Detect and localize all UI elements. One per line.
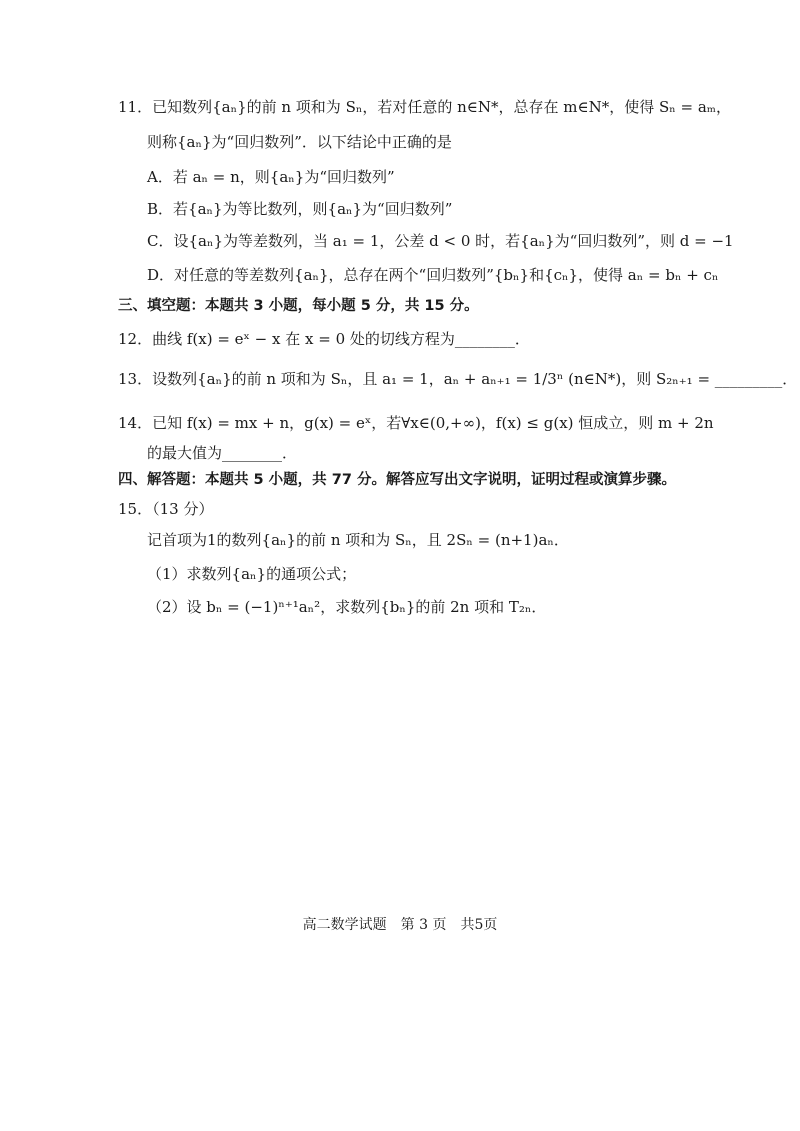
page-footer: 高二数学试题 第 3 页 共5页 [302, 917, 498, 933]
question-11-option-c: C．设{aₙ}为等差数列，当 a₁ = 1，公差 d < 0 时，若{aₙ}为“回归数列”，则 d = −1 [147, 232, 734, 250]
section-4-heading: 四、解答题：本题共 5 小题，共 77 分。解答应写出文字说明，证明过程或演算步骤。 [118, 472, 676, 488]
question-15-part-1: （1）求数列{aₙ}的通项公式； [147, 565, 357, 583]
question-14-line-2: 的最大值为________． [147, 444, 298, 462]
question-15-part-2: （2）设 bₙ = (−1)ⁿ⁺¹aₙ²，求数列{bₙ}的前 2n 项和 T₂ₙ． [147, 598, 547, 616]
question-11-option-b: B．若{aₙ}为等比数列，则{aₙ}为“回归数列” [147, 200, 453, 218]
question-11-line-1: 11．已知数列{aₙ}的前 n 项和为 Sₙ，若对任意的 n∈N*，总存在 m∈N*，使得 Sₙ = aₘ， [118, 98, 731, 116]
section-3-heading: 三、填空题：本题共 3 小题，每小题 5 分，共 15 分。 [118, 298, 479, 314]
question-15-header: 15．（13 分） [118, 500, 214, 518]
question-14-line-1: 14．已知 f(x) = mx + n，g(x) = eˣ，若∀x∈(0,+∞)，f(x) ≤ g(x) 恒成立，则 m + 2n [118, 414, 714, 432]
question-13: 13．设数列{aₙ}的前 n 项和为 Sₙ，且 a₁ = 1，aₙ + aₙ₊₁ = 1/3ⁿ (n∈N*)，则 S₂ₙ₊₁ = _________． [118, 370, 798, 388]
question-11-option-a: A．若 aₙ = n，则{aₙ}为“回归数列” [147, 168, 395, 186]
question-15-stem: 记首项为1的数列{aₙ}的前 n 项和为 Sₙ，且 2Sₙ = (n+1)aₙ． [147, 531, 569, 549]
question-11-line-2: 则称{aₙ}为“回归数列”．以下结论中正确的是 [147, 133, 452, 151]
question-12: 12．曲线 f(x) = eˣ − x 在 x = 0 处的切线方程为________． [118, 330, 530, 348]
question-11-option-d: D．对任意的等差数列{aₙ}，总存在两个“回归数列”{bₙ}和{cₙ}，使得 aₙ = bₙ + cₙ [147, 266, 719, 284]
